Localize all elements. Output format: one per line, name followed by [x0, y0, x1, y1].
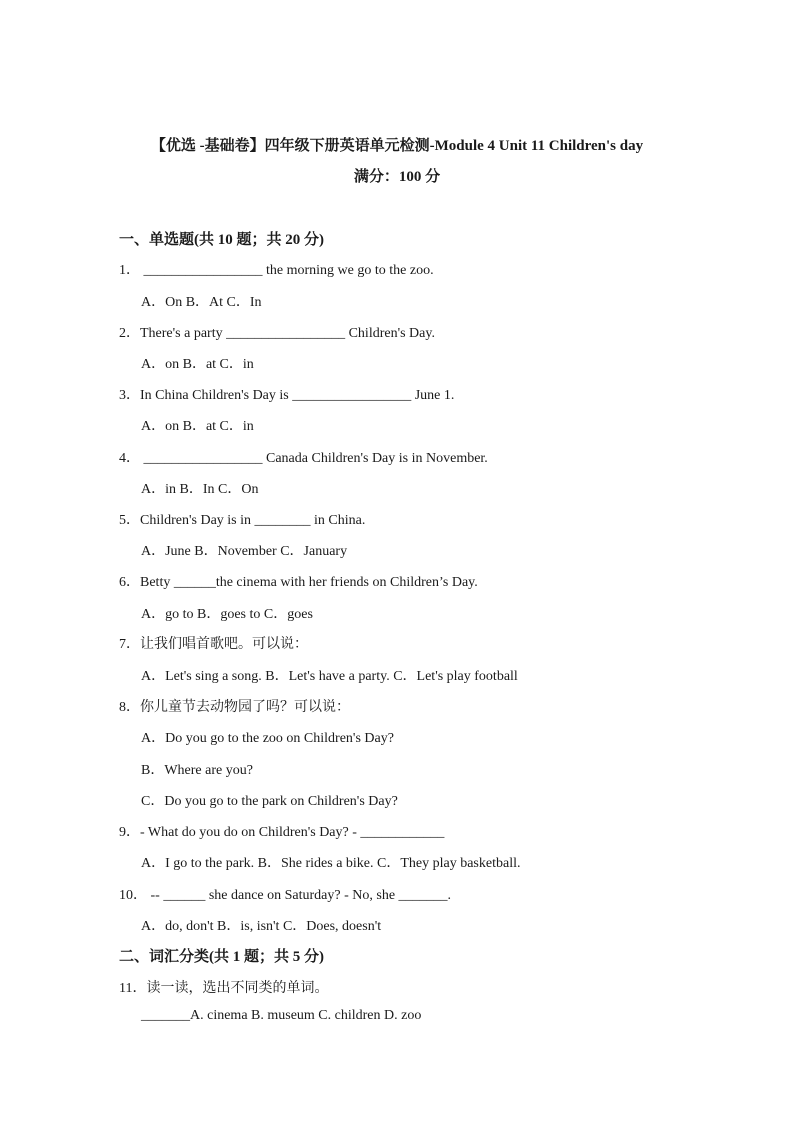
question-text: 6．Betty ______the cinema with her friends on Children’s Day. — [119, 575, 478, 590]
answer-options: A．Let's sing a song. B．Let's have a party. C．Let's play football — [141, 669, 518, 684]
total-score: 满分：100 分 — [353, 169, 441, 185]
question-text: 2．There's a party _________________ Children's Day. — [119, 326, 435, 341]
answer-options: A．on B．at C．in — [141, 357, 254, 372]
worksheet-title: 【优选 -基础卷】四年级下册英语单元检测-Module 4 Unit 11 Children's day — [150, 138, 644, 154]
answer-options: A．I go to the park. B．She rides a bike. C．They play basketball. — [141, 856, 521, 871]
answer-options: A．on B．at C．in — [141, 419, 254, 434]
question-text: 10． -- ______ she dance on Saturday? - No, she _______. — [119, 888, 452, 903]
answer-option: B．Where are you? — [141, 763, 253, 778]
question-text: 3．In China Children's Day is _________________ June 1. — [119, 388, 455, 403]
question-text: 4． _________________ Canada Children's Day is in November. — [119, 451, 488, 466]
question-text: 1． _________________ the morning we go to the zoo. — [119, 263, 434, 278]
answer-options: _______A. cinema B. museum C. children D. zoo — [141, 1008, 422, 1023]
question-text: 8．你儿童节去动物园了吗？可以说： — [119, 700, 350, 715]
section-heading: 一、单选题(共 10 题；共 20 分) — [119, 232, 324, 248]
answer-options: A．June B．November C．January — [141, 544, 348, 559]
section-heading: 二、词汇分类(共 1 题；共 5 分) — [119, 949, 324, 965]
question-text: 5．Children's Day is in ________ in China. — [119, 513, 366, 528]
answer-options: A．do, don't B．is, isn't C．Does, doesn't — [141, 919, 382, 934]
question-text: 7．让我们唱首歌吧。可以说： — [119, 637, 308, 652]
answer-options: A．go to B．goes to C．goes — [141, 607, 313, 622]
answer-options: A．On B．At C．In — [141, 295, 262, 310]
answer-option: A．Do you go to the zoo on Children's Day? — [141, 731, 394, 746]
question-text: 11．读一读，选出不同类的单词。 — [119, 981, 329, 996]
answer-option: C．Do you go to the park on Children's Day? — [141, 794, 398, 809]
answer-options: A．in B．In C．On — [141, 482, 259, 497]
question-text: 9．- What do you do on Children's Day? - ____________ — [119, 825, 445, 840]
